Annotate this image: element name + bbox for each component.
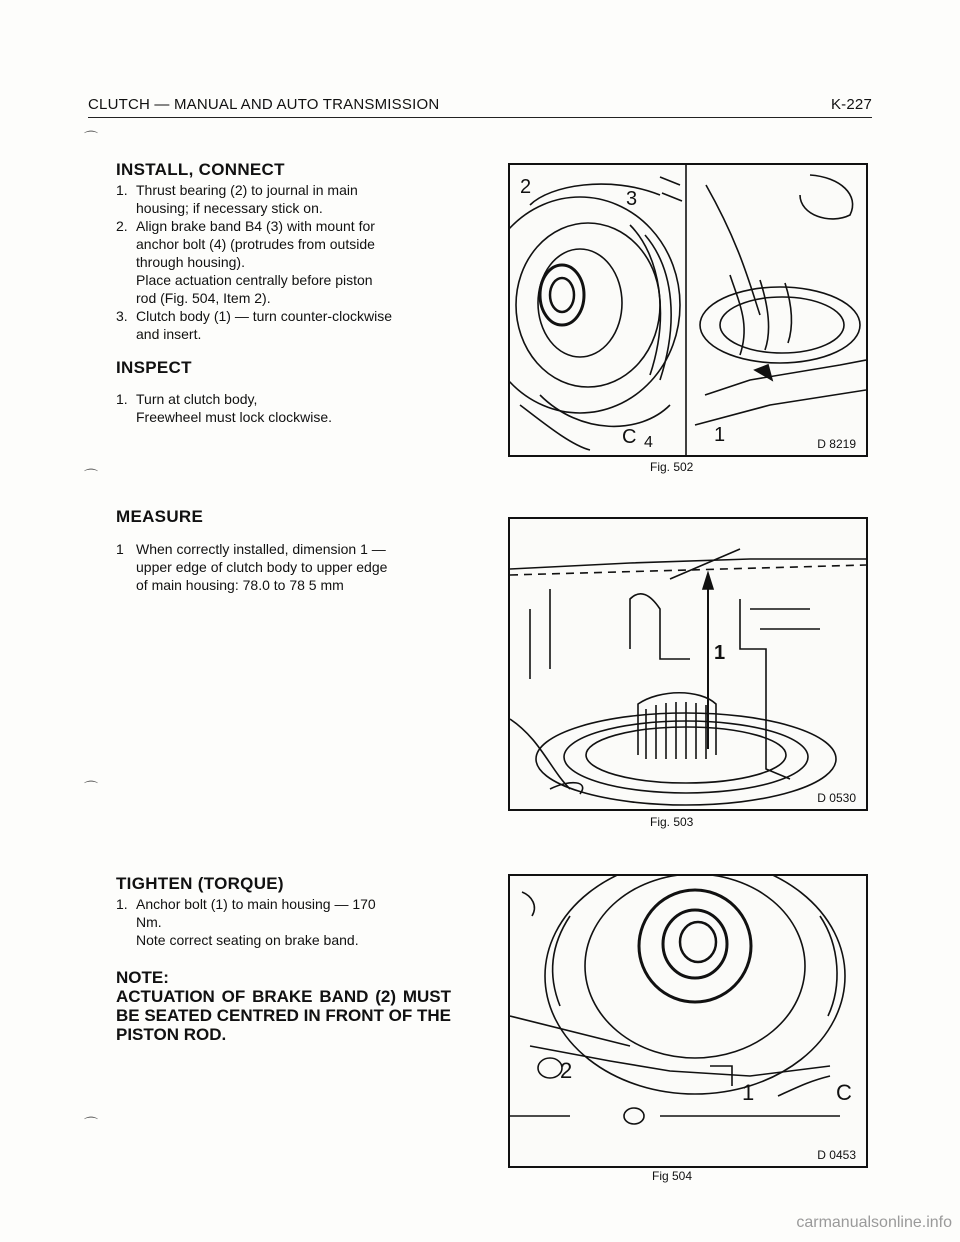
figure-503 <box>508 517 868 811</box>
figure-502-illustration <box>510 165 866 455</box>
figure-502-caption: Fig. 502 <box>650 460 694 474</box>
figure-503-illustration <box>510 519 866 809</box>
margin-mark: ⌒ <box>84 780 98 796</box>
tighten-step-1: 1. Anchor bolt (1) to main housing — 170 Nm. Note correct seating on brake band. <box>116 896 376 948</box>
label-2: 2 <box>560 1058 573 1083</box>
note-text: ACTUATION OF BRAKE BAND (2) MUST BE SEATED CENTRED IN FRONT OF THE PISTON ROD. <box>116 987 451 1044</box>
footer-watermark: carmanualsonline.info <box>796 1214 952 1231</box>
label-1: 1 <box>714 424 726 446</box>
tighten-heading: TIGHTEN (TORQUE) <box>116 874 284 893</box>
install-step-2: 2. Align brake band B4 (3) with mount for anchor bolt (4) (protrudes from outside through housing). Place actuation centrally before piston rod (Fig. 504, Item 2). <box>116 218 375 306</box>
figure-504-code: D 0453 <box>817 1148 856 1162</box>
install-step-1: 1. Thrust bearing (2) to journal in main housing; if necessary stick on. <box>116 182 358 216</box>
label-1: 1 <box>714 642 726 664</box>
page-number: K-227 <box>830 96 872 113</box>
figure-504-caption: Fig 504 <box>652 1169 693 1183</box>
figure-503-caption: Fig. 503 <box>650 815 694 829</box>
figure-504-illustration <box>510 876 866 1166</box>
measure-section <box>116 507 456 594</box>
margin-mark: ⌒ <box>84 468 98 484</box>
label-c: C <box>836 1080 852 1105</box>
label-c: C <box>622 426 637 448</box>
margin-mark: ⌒ <box>84 130 98 146</box>
figure-502-code: D 8219 <box>817 437 856 451</box>
figure-502 <box>508 163 868 457</box>
inspect-heading: INSPECT <box>116 358 192 377</box>
install-step-3: 3. Clutch body (1) — turn counter-clockwise and insert. <box>116 308 392 342</box>
inspect-step-1: 1. Turn at clutch body, Freewheel must lock clockwise. <box>116 391 333 425</box>
label-4: 4 <box>644 434 653 451</box>
figure-504 <box>508 874 868 1168</box>
install-heading: INSTALL, CONNECT <box>116 160 285 179</box>
note-label: NOTE: <box>116 968 169 987</box>
tighten-section <box>116 874 456 949</box>
note-block <box>116 968 451 1044</box>
label-2: 2 <box>520 176 532 198</box>
measure-heading: MEASURE <box>116 507 204 526</box>
measure-step-1: 1 When correctly installed, dimension 1 — upper edge of clutch body to upper edge of main housing: 78.0 to 78 5 mm <box>116 541 388 593</box>
label-1: 1 <box>742 1080 755 1105</box>
margin-mark: ⌒ <box>84 1116 98 1132</box>
inspect-section <box>116 358 456 426</box>
figure-503-code: D 0530 <box>817 791 856 805</box>
running-header: CLUTCH — MANUAL AND AUTO TRANSMISSION <box>88 96 440 113</box>
install-section <box>116 160 456 343</box>
label-3: 3 <box>626 188 638 210</box>
header-rule <box>88 117 872 118</box>
